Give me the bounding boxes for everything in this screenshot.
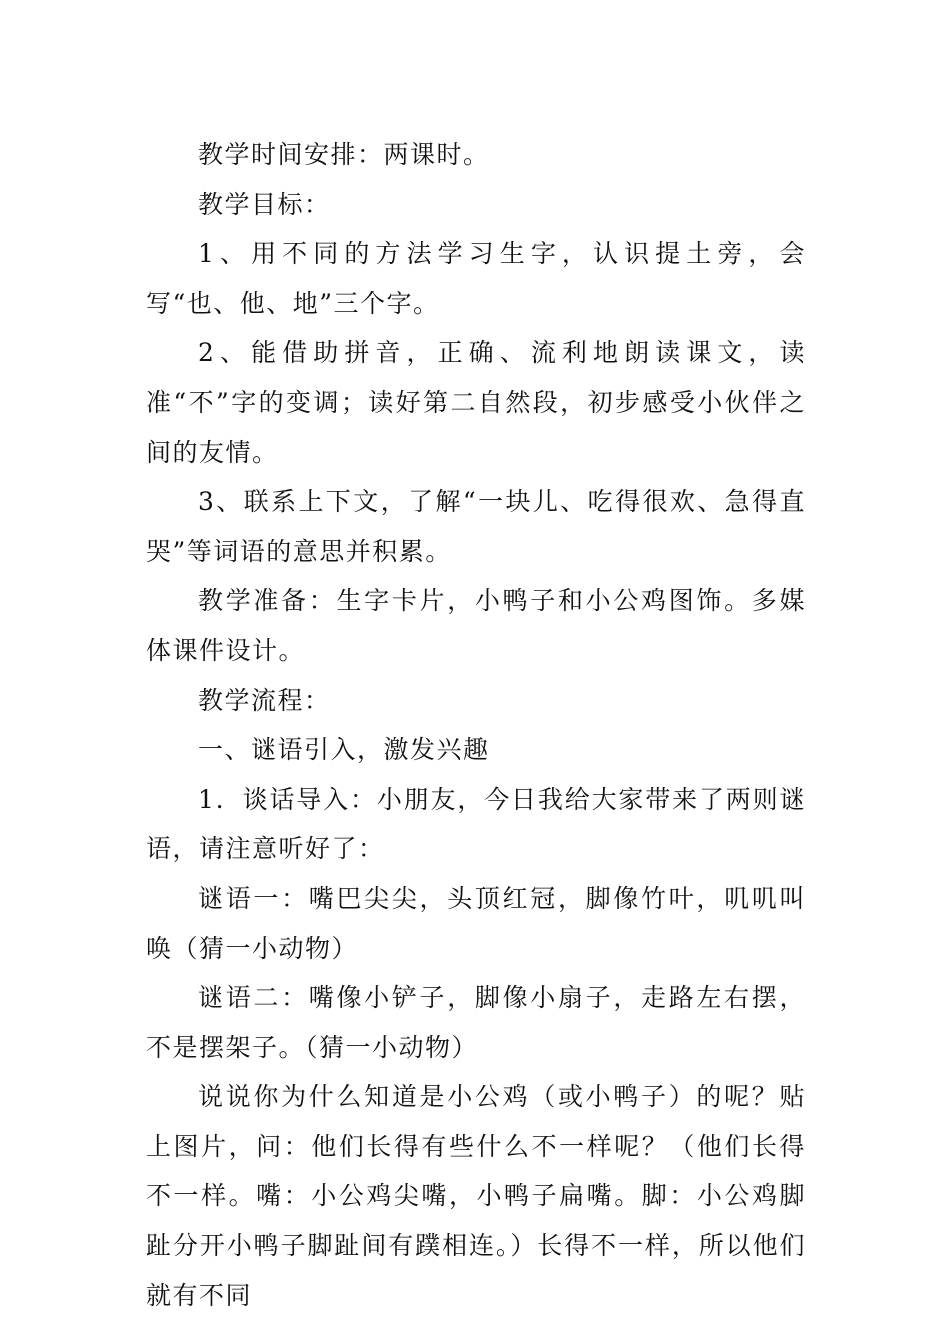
paragraph-goal-3: 3、联系上下文，了解“一块儿、吃得很欢、急得直哭”等词语的意思并积累。 — [146, 487, 806, 566]
document-body — [146, 130, 806, 1320]
paragraph-section-1-heading: 一、谜语引入，激发兴趣 — [198, 735, 490, 765]
paragraph-goal-1: 1、用不同的方法学习生字，认识提土旁，会写“也、他、地”三个字。 — [146, 239, 806, 318]
paragraph-riddle-2: 谜语二：嘴像小铲子，脚像小扇子，走路左右摆，不是摆架子。（猜一小动物） — [146, 983, 806, 1062]
paragraph-riddle-1: 谜语一：嘴巴尖尖，头顶红冠，脚像竹叶，叽叽叫唤（猜一小动物） — [146, 883, 806, 963]
paragraph-teaching-time: 教学时间安排：两课时。 — [198, 140, 490, 169]
paragraph-teaching-preparation: 教学准备：生字卡片，小鸭子和小公鸡图饰。多媒体课件设计。 — [146, 586, 806, 665]
paragraph-goal-2: 2、能借助拼音，正确、流利地朗读课文，读准“不”字的变调；读好第二自然段，初步感受小伙伴之间的友情。 — [146, 338, 806, 467]
paragraph-teaching-goals-heading: 教学目标： — [198, 189, 331, 219]
paragraph-discussion: 说说你为什么知道是小公鸡（或小鸭子）的呢？贴上图片，问：他们长得有些什么不一样呢？（他们长得不一样。嘴：小公鸡尖嘴，小鸭子扁嘴。脚：小公鸡脚趾分开小鸭子脚趾间有蹼相连。）长得不一样，所以他们就有不同 — [146, 1082, 806, 1310]
paragraph-teaching-process-heading: 教学流程： — [198, 685, 331, 715]
paragraph-intro-talk: 1．谈话导入：小朋友，今日我给大家带来了两则谜语，请注意听好了： — [146, 784, 806, 864]
